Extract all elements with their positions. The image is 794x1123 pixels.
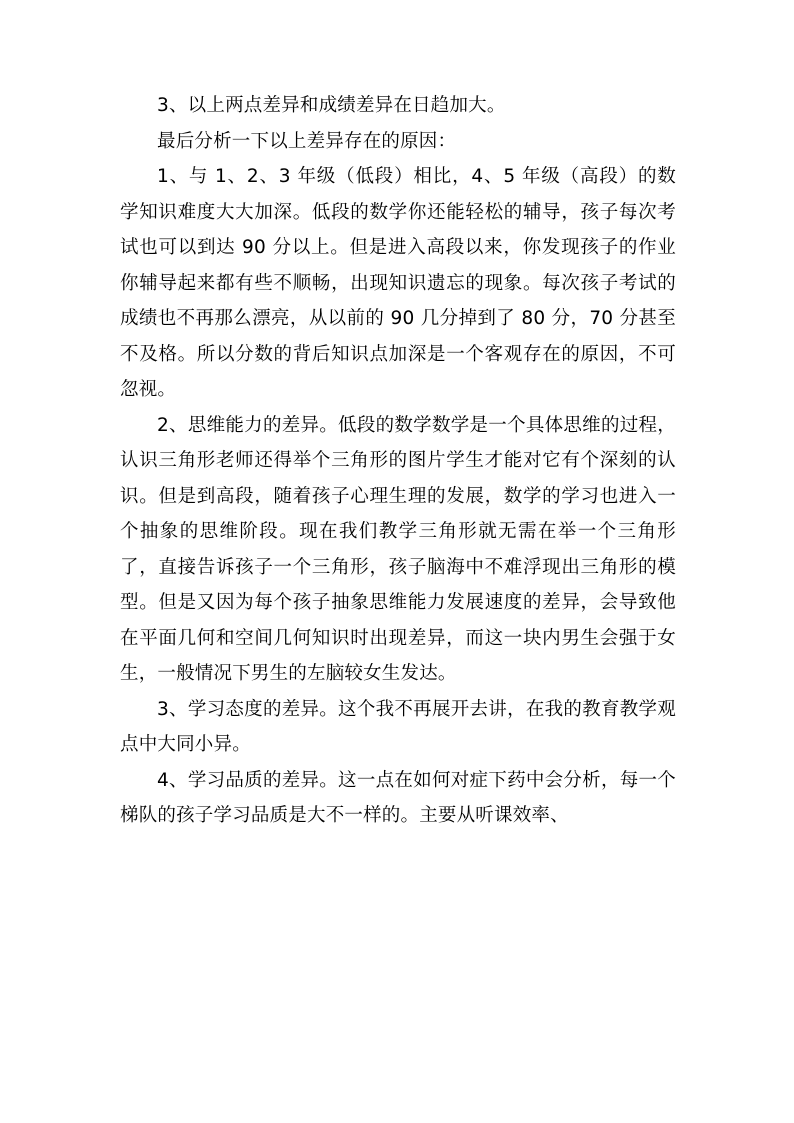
paragraph-6: 4、学习品质的差异。这一点在如何对症下药中会分析，每一个梯队的孩子学习品质是大不一样的。主要从听课效率、 bbox=[120, 769, 676, 826]
paragraph-1: 3、以上两点差异和成绩差异在日趋加大。 bbox=[157, 95, 506, 116]
document-body bbox=[120, 88, 676, 834]
paragraph-3: 1、与 1、2、3 年级（低段）相比，4、5 年级（高段）的数学知识难度大大加深。低段的数学你还能轻松的辅导，孩子每次考试也可以到达 90 分以上。但是进入高段以来，你发现孩子的作业你辅导起来都有些不顺畅，出现知识遗忘的现象。每次孩子考试的成绩也不再那么漂亮，从以前的 90 几分掉到了 80 分，70 分甚至不及格。所以分数的背后知识点加深是一个客观存在的原因，不可忽视。 bbox=[120, 166, 676, 400]
paragraph-2: 最后分析一下以上差异存在的原因： bbox=[157, 130, 457, 152]
paragraph-5: 3、学习态度的差异。这个我不再展开去讲，在我的教育教学观点中大同小异。 bbox=[120, 698, 676, 755]
paragraph-4: 2、思维能力的差异。低段的数学数学是一个具体思维的过程，认识三角形老师还得举个三角形的图片学生才能对它有个深刻的认识。但是到高段，随着孩子心理生理的发展，数学的学习也进入一个抽象的思维阶段。现在我们教学三角形就无需在举一个三角形了，直接告诉孩子一个三角形，孩子脑海中不难浮现出三角形的模型。但是又因为每个孩子抽象思维能力发展速度的差异，会导致他在平面几何和空间几何知识时出现差异，而这一块内男生会强于女生，一般情况下男生的左脑较女生发达。 bbox=[120, 414, 676, 684]
